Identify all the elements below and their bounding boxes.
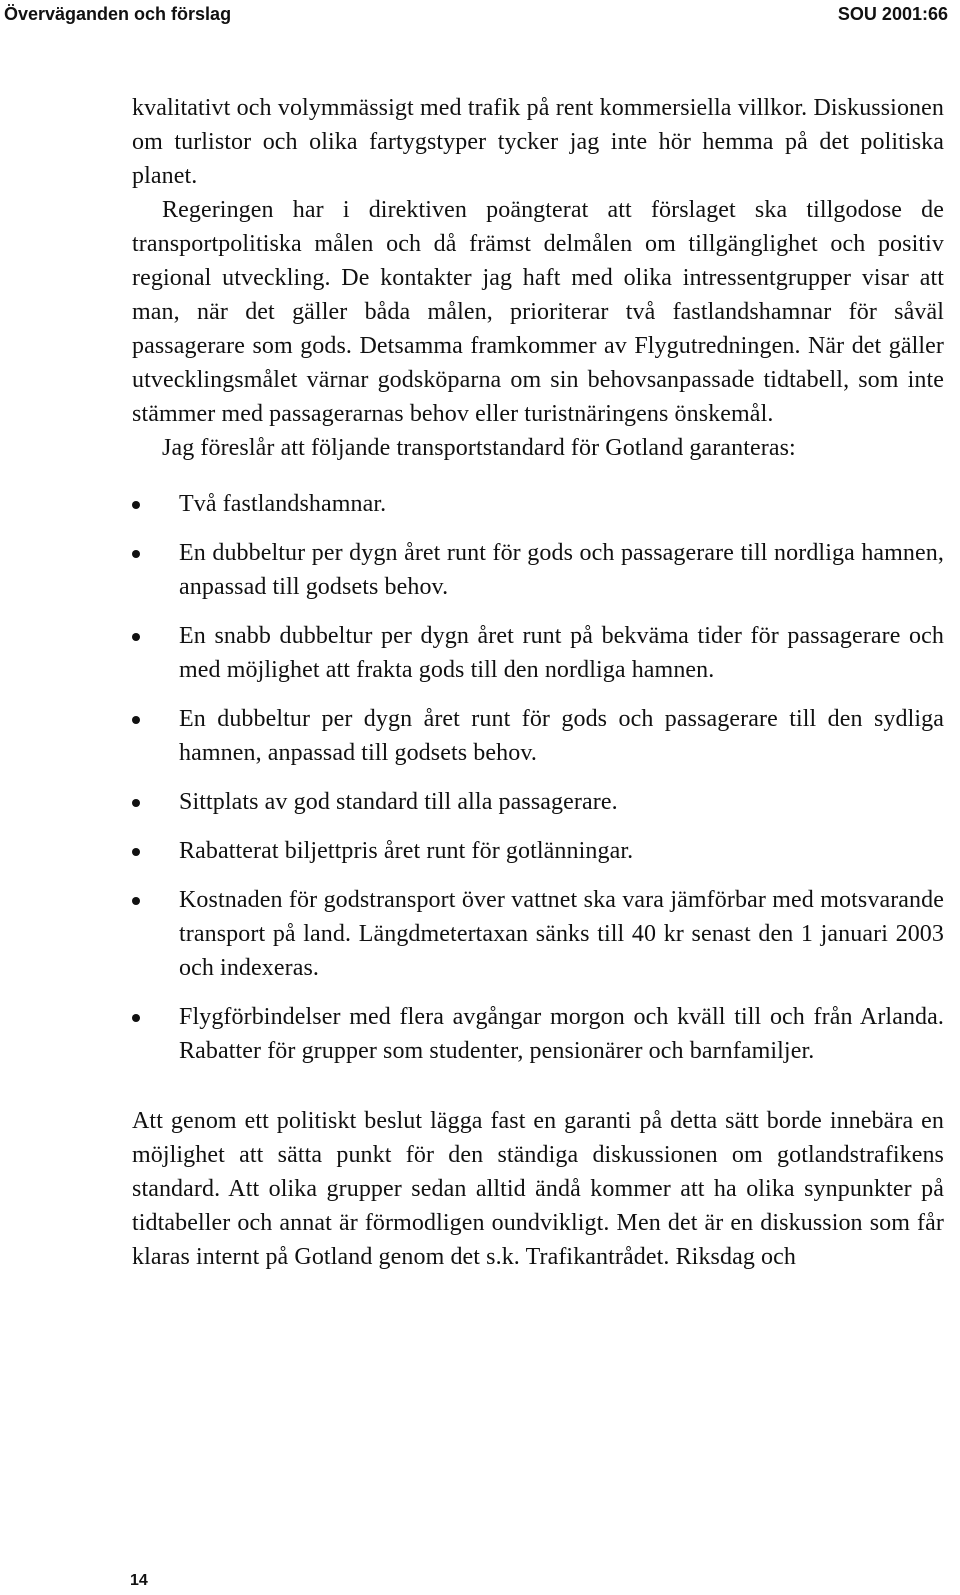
bullet-icon <box>132 799 140 807</box>
running-header <box>0 4 952 28</box>
list-item-text: Rabatterat biljettpris året runt för gotlänningar. <box>179 838 634 864</box>
list-item <box>132 487 944 521</box>
transport-standard-list <box>132 487 944 1068</box>
paragraph-directives: Regeringen har i direktiven poängterat att förslaget ska tillgodose de transportpolitiska målen och då främst delmålen om tillgänglighet och positiv regional utveckling. De kontakter jag haft med olika intressentgrupper visar att man, när det gäller båda målen, prioriterar två fastlandshamnar för såväl passagerare som gods. Detsamma framkommer av Flygutredningen. När det gäller utvecklingsmålet värnar godsköparna om sin behovsanpassade tidtabell, som inte stämmer med passagerarnas behov eller turistnäringens önskemål. <box>132 197 944 427</box>
list-item <box>132 785 944 819</box>
chapter-title: Överväganden och förslag <box>4 4 232 24</box>
document-body <box>132 91 944 1274</box>
bullet-icon <box>132 716 140 724</box>
paragraph-proposal-intro: Jag föreslår att följande transportstandard för Gotland garanteras: <box>162 435 796 461</box>
bullet-icon <box>132 1014 140 1022</box>
list-item-text: Två fastlandshamnar. <box>179 491 387 517</box>
bullet-icon <box>132 501 140 509</box>
report-id: SOU 2001:66 <box>837 4 948 24</box>
bullet-icon <box>132 897 140 905</box>
list-item-text: En dubbeltur per dygn året runt för gods och passagerare till nordliga hamnen, anpassad till godsets behov. <box>179 540 944 600</box>
list-item-text: Kostnaden för godstransport över vattnet ska vara jämförbar med motsvarande transport på land. Längdmetertaxan sänks till 40 kr senast den 1 januari 2003 och indexeras. <box>179 887 944 981</box>
list-item-text: En snabb dubbeltur per dygn året runt på bekväma tider för passagerare och med möjlighet att frakta gods till den nordliga hamnen. <box>179 623 944 683</box>
page-number: 14 <box>130 1572 148 1589</box>
paragraph-closing: Att genom ett politiskt beslut lägga fast en garanti på detta sätt borde innebära en möjlighet att sätta punkt för den ständiga diskussionen om gotlandstrafikens standard. Att olika grupper sedan alltid ändå kommer att ha olika synpunkter på tidtabeller och annat är förmodligen oundvikligt. Men det är en diskussion som får klaras internt på Gotland genom det s.k. Trafikantrådet. Riksdag och <box>132 1108 944 1270</box>
bullet-icon <box>132 550 140 558</box>
list-item-text: Sittplats av god standard till alla passagerare. <box>179 789 618 815</box>
list-item <box>132 702 944 770</box>
paragraph-continuation: kvalitativt och volymmässigt med trafik på rent kommersiella villkor. Diskussionen om turlistor och olika fartygstyper tycker jag inte hör hemma på det politiska planet. <box>132 95 944 189</box>
list-item <box>132 536 944 604</box>
list-item-text: En dubbeltur per dygn året runt för gods och passagerare till den sydliga hamnen, anpassad till godsets behov. <box>179 706 944 766</box>
list-item <box>132 883 944 985</box>
list-item <box>132 619 944 687</box>
list-item-text: Flygförbindelser med flera avgångar morgon och kväll till och från Arlanda. Rabatter för grupper som studenter, pensionärer och barnfamiljer. <box>179 1004 944 1064</box>
list-item <box>132 834 944 868</box>
list-item <box>132 1000 944 1068</box>
bullet-icon <box>132 848 140 856</box>
bullet-icon <box>132 633 140 641</box>
